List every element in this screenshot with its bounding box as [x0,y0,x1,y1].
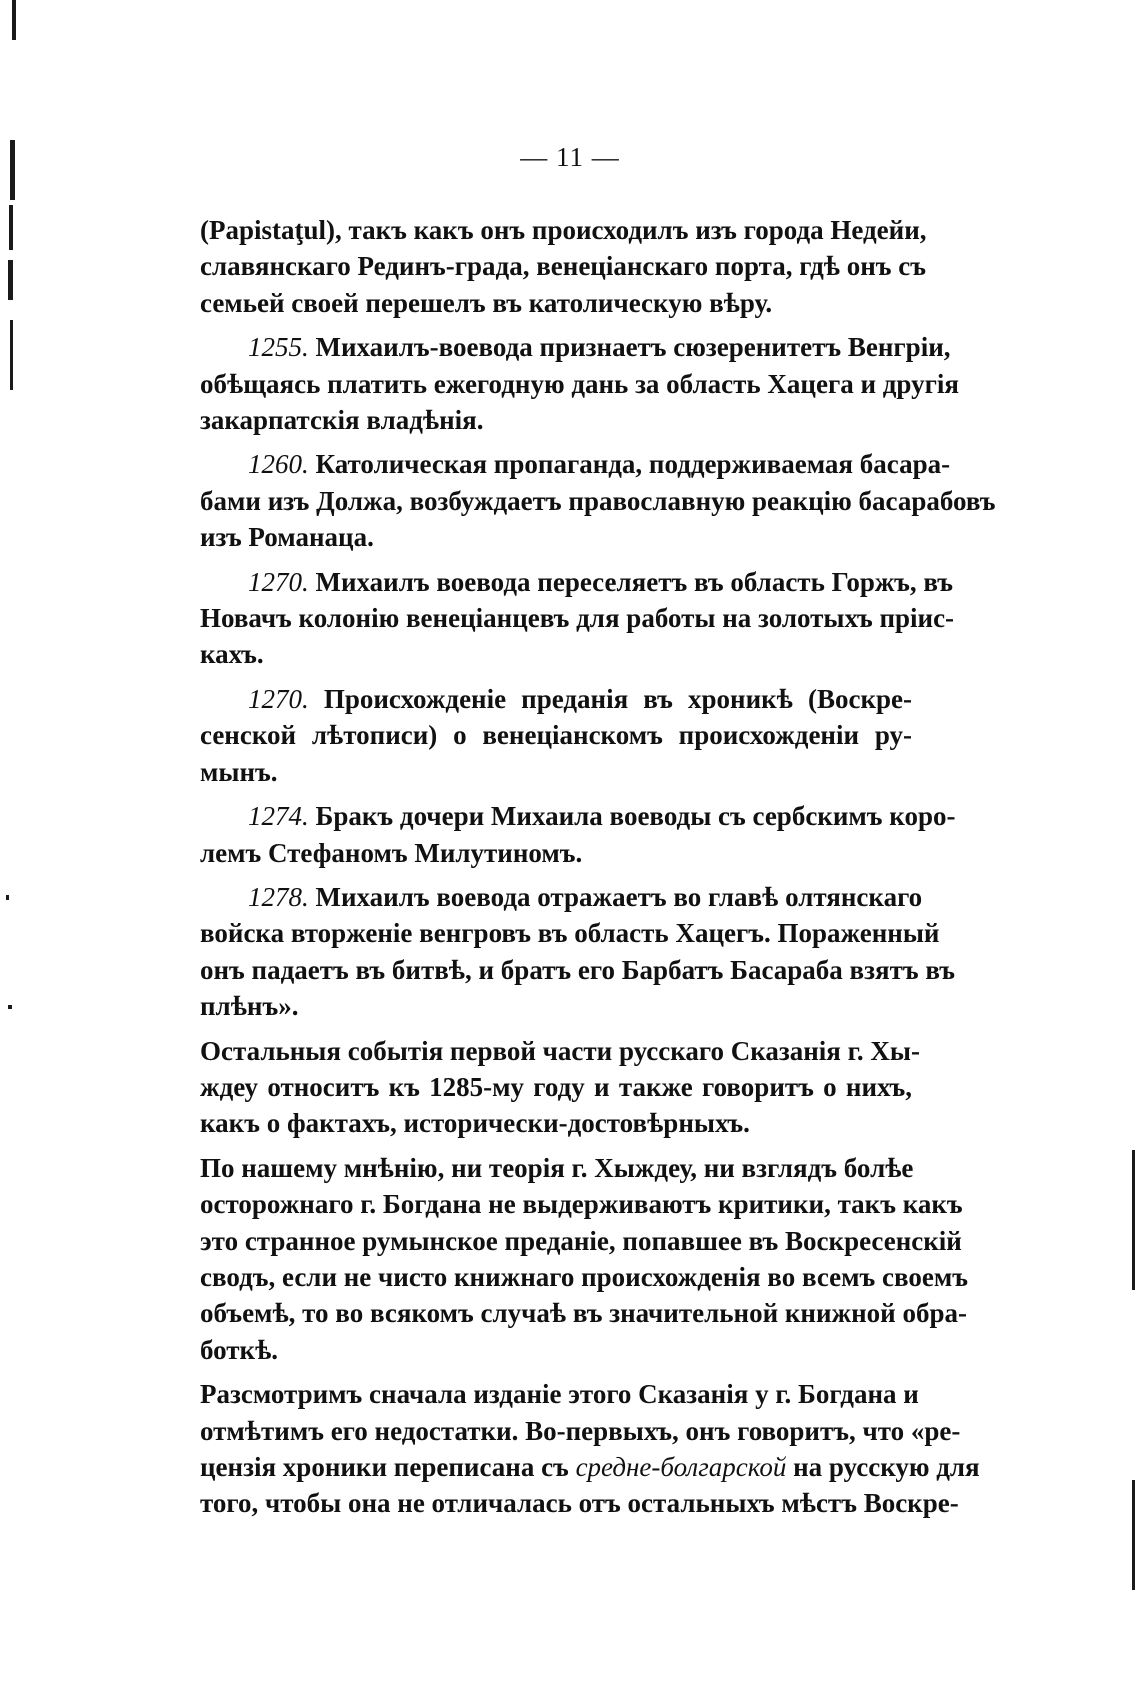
entry-year: 1278. [248,881,309,912]
text-line: Михаилъ воевода переселяетъ въ область Горжъ, въ [315,566,954,597]
chronicle-entry [200,329,959,438]
text-line: сводъ, если не чисто книжнаго происхожденія во всемъ своемъ [200,1261,969,1292]
text-line: Михаилъ-воевода признаетъ сюзеренитетъ Венгріи, [315,332,951,363]
text-line: славянскаго Рединъ-града, венеціанскаго порта, гдѣ онъ съ [200,251,926,282]
chronicle-entry [200,564,955,673]
page-text [200,212,996,1522]
entry-year: 1255. [248,332,309,363]
text-fragment: на русскую для [786,1452,980,1482]
chronicle-entry [200,798,956,871]
text-line: обѣщаясь платить ежегодную дань за область Хацега и другія [200,368,959,399]
paragraph [200,1376,980,1522]
chronicle-entry [200,446,996,555]
italic-fragment: средне-болгарской [575,1452,787,1482]
text-line: онъ падаетъ въ битвѣ, и братъ его Барбатъ Басараба взятъ въ [200,954,955,985]
paragraph [200,1150,969,1368]
text-line: закарпатскія владѣнія. [200,405,484,436]
text-line: кахъ. [200,639,264,670]
text-line: лемъ Стефаномъ Милутиномъ. [200,837,583,868]
text-line: Новачъ колонію венеціанцевъ для работы на золотыхъ пріис- [200,603,955,634]
entry-year: 1274. [248,801,309,832]
text-line: Католическая пропаганда, поддерживаемая басара- [315,449,951,480]
text-line: того, чтобы она не отличалась отъ остальныхъ мѣстъ Воскре- [200,1488,959,1519]
text-line: боткѣ. [200,1334,279,1365]
text-line: семьей своей перешелъ въ католическую вѣру. [200,287,773,318]
chronicle-entry [200,681,912,790]
text-line [200,1449,980,1485]
scan-mark [12,0,16,40]
text-line: какъ о фактахъ, исторически-достовѣрныхъ. [200,1108,750,1139]
paragraph [200,212,927,321]
scan-mark [6,895,9,900]
text-line: плѣнъ». [200,991,299,1022]
text-line: Михаилъ воевода отражаетъ во главѣ олтянскаго [315,881,923,912]
text-line: осторожнаго г. Богдана не выдерживаютъ критики, такъ какъ [200,1189,963,1220]
text-line: изъ Романаца. [200,522,374,553]
entry-year: 1270. [248,683,309,714]
text-line: Разсмотримъ сначала изданіе этого Сказанія у г. Богдана и [200,1379,919,1410]
scan-mark [9,205,13,250]
entry-year: 1260. [248,449,309,480]
text-line: войска вторженіе венгровъ въ область Хацегъ. Пораженный [200,918,940,949]
text-line: Бракъ дочери Михаила воеводы съ сербскимъ коро- [315,801,956,832]
scan-mark [1132,1480,1135,1590]
text-line: объемѣ, то во всякомъ случаѣ въ значительной книжной обра- [200,1298,967,1329]
text-line: это странное румынское преданіе, попавшее въ Воскресенскій [200,1225,962,1256]
text-line: сенской лѣтописи) о венеціанскомъ происхожденіи ру- [200,720,912,751]
text-line: Происхожденіе преданія въ хроникѣ (Воскре- [323,683,912,714]
text-fragment: цензія хроники переписана съ [200,1452,576,1482]
scan-mark [1132,1150,1135,1290]
text-line: По нашему мнѣнію, ни теорія г. Хыждеу, ни взглядъ болѣе [200,1152,914,1183]
scan-mark [8,260,13,300]
text-line: Остальныя событія первой части русскаго Сказанія г. Хы- [200,1035,920,1066]
scan-mark [8,1005,12,1009]
text-line: (Papistaţul), такъ какъ онъ происходилъ изъ города Недейи, [200,215,927,245]
scan-mark [10,320,13,390]
paragraph [200,1033,920,1142]
page-number: — 11 — [520,142,620,172]
chronicle-entry [200,879,955,1025]
text-line: мынъ. [200,756,278,787]
text-line: ждеу относитъ къ 1285-му году и также говоритъ о нихъ, [200,1071,912,1102]
text-line: отмѣтимъ его недостатки. Во-первыхъ, онъ говоритъ, что «ре- [200,1415,961,1446]
text-line: бами изъ Должа, возбуждаетъ православную реакцію басарабовъ [200,485,996,516]
entry-year: 1270. [248,566,309,597]
